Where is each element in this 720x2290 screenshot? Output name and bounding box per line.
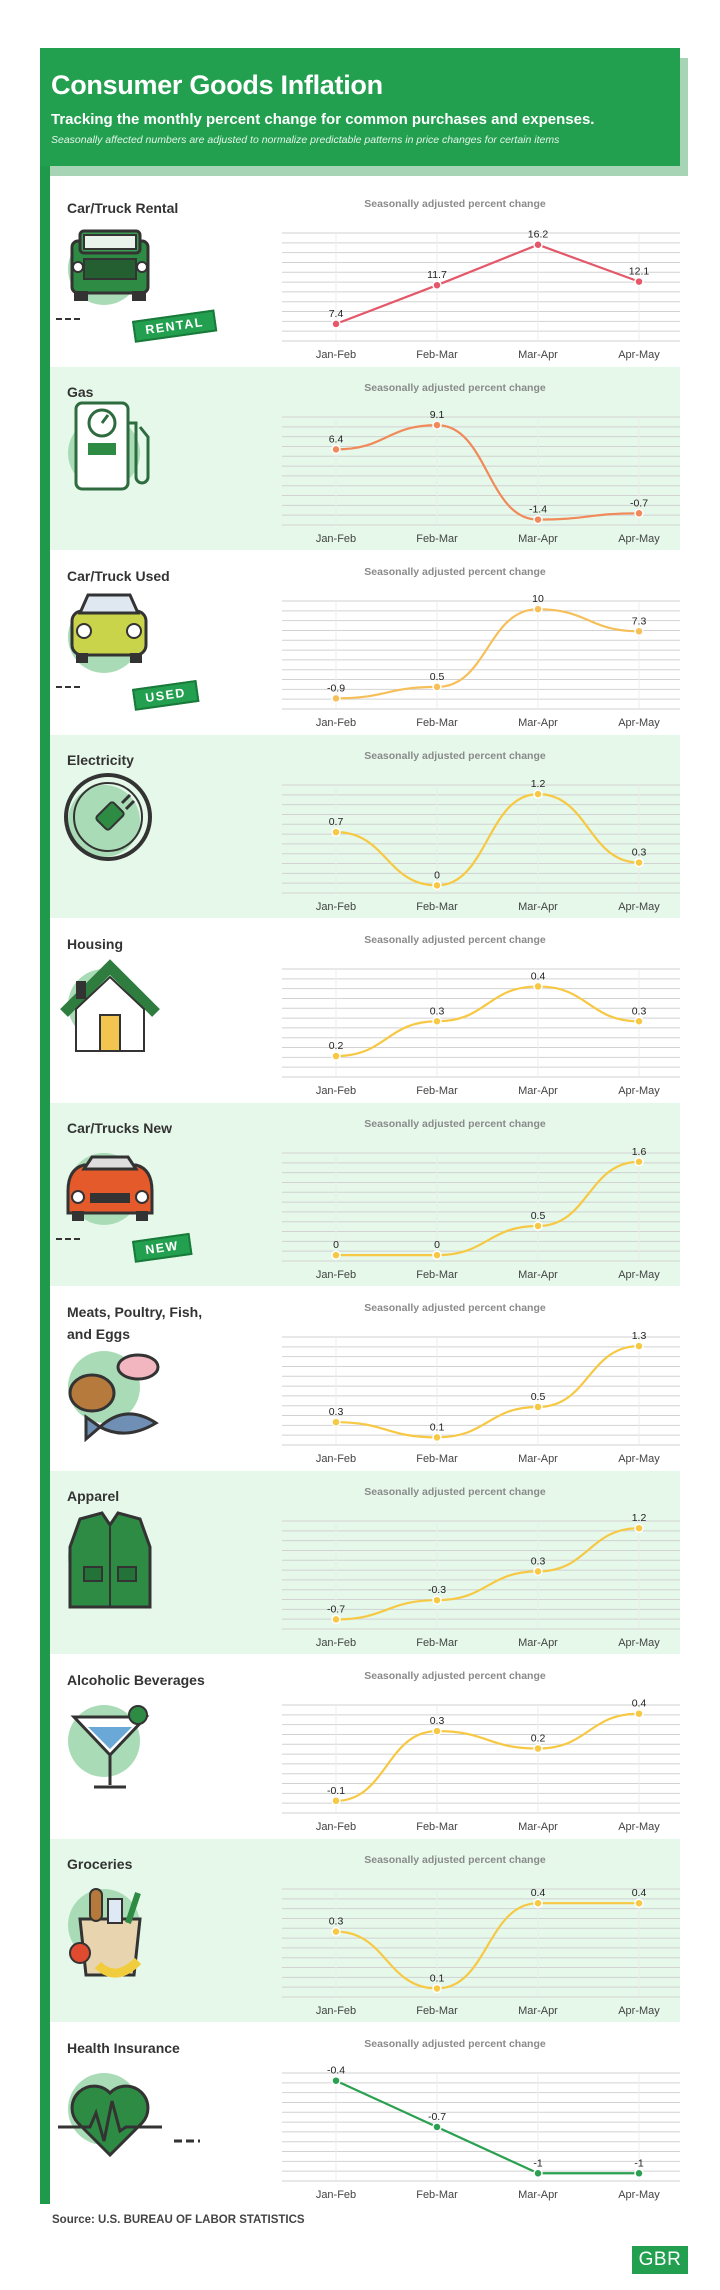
series-line xyxy=(336,1346,639,1437)
data-point xyxy=(534,241,542,249)
data-point xyxy=(433,1984,441,1992)
x-tick-label: Jan-Feb xyxy=(315,533,357,545)
data-point xyxy=(635,1017,643,1025)
data-point xyxy=(635,859,643,867)
x-tick-label: Apr-May xyxy=(618,2005,660,2017)
data-point xyxy=(332,694,340,702)
x-tick-label: Feb-Mar xyxy=(416,349,458,361)
data-label: -0.9 xyxy=(326,682,346,695)
series-line xyxy=(336,1903,639,1988)
shirt-icon xyxy=(50,1471,240,1654)
x-tick-label: Apr-May xyxy=(618,1453,660,1465)
section-title: Alcoholic Beverages xyxy=(67,1672,205,1688)
y-axis-label: Seasonally adjusted percent change xyxy=(364,382,546,394)
x-tick-label: Jan-Feb xyxy=(315,1821,357,1833)
data-label: 0.7 xyxy=(328,816,344,829)
data-label: -0.7 xyxy=(326,1603,346,1616)
data-point xyxy=(332,445,340,453)
data-label: 0.3 xyxy=(631,846,647,859)
data-point xyxy=(534,1567,542,1575)
data-label: 1.2 xyxy=(631,1512,647,1525)
section-housing xyxy=(50,919,680,1102)
x-tick-label: Mar-Apr xyxy=(518,1453,558,1465)
section-health-insurance xyxy=(50,2023,680,2206)
data-point xyxy=(635,278,643,286)
section-title: Gas xyxy=(67,384,94,400)
data-point xyxy=(534,1403,542,1411)
y-axis-label: Seasonally adjusted percent change xyxy=(364,1118,546,1130)
data-point xyxy=(534,2169,542,2177)
y-axis-label: Seasonally adjusted percent change xyxy=(364,566,546,578)
data-label: -0.1 xyxy=(326,1784,346,1797)
y-axis-label: Seasonally adjusted percent change xyxy=(364,1854,546,1866)
x-tick-label: Jan-Feb xyxy=(315,349,357,361)
data-point xyxy=(433,1251,441,1259)
data-point xyxy=(433,1433,441,1441)
x-tick-label: Mar-Apr xyxy=(518,901,558,913)
chart-electricity xyxy=(230,735,680,918)
x-tick-label: Mar-Apr xyxy=(518,1821,558,1833)
x-tick-label: Apr-May xyxy=(618,901,660,913)
data-label: 7.3 xyxy=(631,615,647,628)
data-label: 0.3 xyxy=(429,1715,445,1728)
data-point xyxy=(332,1797,340,1805)
data-label: -0.7 xyxy=(629,497,649,510)
section-alcoholic-beverages xyxy=(50,1655,680,1838)
x-tick-label: Feb-Mar xyxy=(416,533,458,545)
x-tick-label: Apr-May xyxy=(618,533,660,545)
data-point xyxy=(635,627,643,635)
badge-rental: RENTAL xyxy=(132,309,217,342)
data-point xyxy=(635,1524,643,1532)
x-tick-label: Mar-Apr xyxy=(518,717,558,729)
page-subtitle: Tracking the monthly percent change for common purchases and expenses. xyxy=(51,111,595,128)
section-title: Apparel xyxy=(67,1488,120,1504)
badge-used: USED xyxy=(132,680,199,711)
x-tick-label: Jan-Feb xyxy=(315,2189,357,2201)
chart-health-insurance xyxy=(230,2023,680,2206)
data-label: 0.1 xyxy=(429,1972,445,1985)
x-tick-label: Apr-May xyxy=(618,1637,660,1649)
data-point xyxy=(635,509,643,517)
data-point xyxy=(332,2077,340,2085)
data-label: 16.2 xyxy=(527,228,549,241)
data-point xyxy=(635,1710,643,1718)
section-meats-poultry-fish-and-eggs xyxy=(50,1287,680,1470)
section-title: Housing xyxy=(67,936,123,952)
y-axis-label: Seasonally adjusted percent change xyxy=(364,934,546,946)
grid xyxy=(282,2073,680,2181)
y-axis-label: Seasonally adjusted percent change xyxy=(364,1302,546,1314)
x-tick-label: Jan-Feb xyxy=(315,1453,357,1465)
data-label: -0.3 xyxy=(427,1584,447,1597)
data-label: 0.5 xyxy=(530,1390,546,1403)
data-point xyxy=(433,421,441,429)
data-point xyxy=(332,1418,340,1426)
series-line xyxy=(336,2081,639,2174)
section-gas xyxy=(50,367,680,550)
y-axis-label: Seasonally adjusted percent change xyxy=(364,198,546,210)
data-label: 11.7 xyxy=(427,269,447,282)
x-tick-label: Feb-Mar xyxy=(416,1269,458,1281)
chart-car-trucks-new xyxy=(230,1103,680,1286)
data-point xyxy=(635,1158,643,1166)
series-line xyxy=(336,1528,639,1619)
data-point xyxy=(635,1899,643,1907)
data-label: 0.4 xyxy=(530,1887,546,1900)
meat-fish-icon xyxy=(50,1287,240,1470)
x-tick-label: Apr-May xyxy=(618,1269,660,1281)
section-title: Meats, Poultry, Fish, and Eggs xyxy=(67,1304,203,1342)
data-label: 1.2 xyxy=(530,778,546,791)
data-point xyxy=(534,790,542,798)
badge-new: NEW xyxy=(132,1233,192,1263)
section-car-trucks-new xyxy=(50,1103,680,1286)
grocery-bag-icon xyxy=(50,1839,240,2022)
data-label: 0.3 xyxy=(328,1915,344,1928)
data-label: -1 xyxy=(533,2157,543,2170)
y-axis-label: Seasonally adjusted percent change xyxy=(364,1486,546,1498)
data-label: 0.1 xyxy=(429,1421,445,1434)
data-label: 0.4 xyxy=(631,1887,647,1900)
section-apparel xyxy=(50,1471,680,1654)
data-label: 0.2 xyxy=(530,1732,546,1745)
data-point xyxy=(332,1052,340,1060)
header xyxy=(40,48,680,166)
data-point xyxy=(433,1596,441,1604)
page-title: Consumer Goods Inflation xyxy=(51,70,383,100)
chart-apparel xyxy=(230,1471,680,1654)
page-note: Seasonally affected numbers are adjusted to normalize predictable patterns in price changes for certain items xyxy=(51,134,560,146)
data-point xyxy=(433,2123,441,2131)
x-tick-label: Jan-Feb xyxy=(315,717,357,729)
data-label: 1.3 xyxy=(631,1330,647,1343)
data-label: 0.3 xyxy=(328,1406,344,1419)
x-tick-label: Mar-Apr xyxy=(518,1085,558,1097)
data-label: 9.1 xyxy=(429,409,445,422)
section-title: Car/Trucks New xyxy=(67,1120,173,1136)
data-point xyxy=(534,605,542,613)
house-icon xyxy=(50,919,240,1102)
chart-meats-poultry-fish-and-eggs xyxy=(230,1287,680,1470)
section-title: Electricity xyxy=(67,752,134,768)
section-groceries xyxy=(50,1839,680,2022)
chart-car-truck-rental xyxy=(230,183,680,366)
x-tick-label: Apr-May xyxy=(618,1821,660,1833)
gas-pump-icon xyxy=(50,367,240,550)
chart-gas xyxy=(230,367,680,550)
x-tick-label: Feb-Mar xyxy=(416,1453,458,1465)
data-point xyxy=(635,2169,643,2177)
data-point xyxy=(433,281,441,289)
data-point xyxy=(433,1017,441,1025)
x-tick-label: Feb-Mar xyxy=(416,2189,458,2201)
data-point xyxy=(534,1222,542,1230)
data-label: 0 xyxy=(333,1239,339,1252)
data-label: 12.1 xyxy=(628,265,650,278)
grid xyxy=(282,1889,680,1997)
section-title: Health Insurance xyxy=(67,2040,180,2056)
chart-car-truck-used xyxy=(230,551,680,734)
data-label: 7.4 xyxy=(328,307,344,320)
series-line xyxy=(336,986,639,1056)
data-label: 0.4 xyxy=(631,1697,647,1710)
data-point xyxy=(433,683,441,691)
x-tick-label: Feb-Mar xyxy=(416,2005,458,2017)
data-point xyxy=(332,828,340,836)
section-car-truck-rental xyxy=(50,183,680,366)
data-label: -1.4 xyxy=(528,503,548,516)
grid xyxy=(282,1337,680,1445)
source-note: Source: U.S. BUREAU OF LABOR STATISTICS xyxy=(52,2214,305,2226)
x-tick-label: Jan-Feb xyxy=(315,1269,357,1281)
y-axis-label: Seasonally adjusted percent change xyxy=(364,2038,546,2050)
x-tick-label: Mar-Apr xyxy=(518,2005,558,2017)
grid xyxy=(282,969,680,1077)
x-tick-label: Apr-May xyxy=(618,349,660,361)
data-point xyxy=(332,1251,340,1259)
cocktail-glass-icon xyxy=(50,1655,240,1838)
grid xyxy=(282,785,680,893)
section-title: Car/Truck Used xyxy=(67,568,170,584)
chart-housing xyxy=(230,919,680,1102)
x-tick-label: Feb-Mar xyxy=(416,1821,458,1833)
data-label: 6.4 xyxy=(328,433,344,446)
grid xyxy=(282,233,680,341)
series-line xyxy=(336,1714,639,1801)
x-tick-label: Feb-Mar xyxy=(416,717,458,729)
series-line xyxy=(336,794,639,885)
series-line xyxy=(336,609,639,698)
y-axis-label: Seasonally adjusted percent change xyxy=(364,750,546,762)
x-tick-label: Feb-Mar xyxy=(416,901,458,913)
section-car-truck-used xyxy=(50,551,680,734)
x-tick-label: Apr-May xyxy=(618,717,660,729)
data-label: 0.3 xyxy=(631,1005,647,1018)
data-point xyxy=(332,1928,340,1936)
data-point xyxy=(433,1727,441,1735)
x-tick-label: Jan-Feb xyxy=(315,1637,357,1649)
x-tick-label: Apr-May xyxy=(618,1085,660,1097)
x-tick-label: Mar-Apr xyxy=(518,349,558,361)
x-tick-label: Mar-Apr xyxy=(518,533,558,545)
data-label: -0.7 xyxy=(427,2111,447,2123)
data-label: -0.4 xyxy=(326,2064,346,2077)
x-tick-label: Mar-Apr xyxy=(518,1637,558,1649)
brand-logo: GBR xyxy=(632,2246,688,2274)
section-title: Groceries xyxy=(67,1856,133,1872)
data-label: 0.2 xyxy=(328,1040,344,1053)
data-point xyxy=(332,320,340,328)
data-label: 10 xyxy=(532,593,544,606)
data-point xyxy=(433,881,441,889)
x-tick-label: Mar-Apr xyxy=(518,1269,558,1281)
data-label: 0.5 xyxy=(429,670,445,683)
data-label: 0.5 xyxy=(530,1209,546,1222)
data-label: 0.3 xyxy=(530,1555,546,1568)
x-tick-label: Jan-Feb xyxy=(315,1085,357,1097)
chart-alcoholic-beverages xyxy=(230,1655,680,1838)
data-label: 1.6 xyxy=(631,1145,647,1158)
x-tick-label: Mar-Apr xyxy=(518,2189,558,2201)
x-tick-label: Jan-Feb xyxy=(315,901,357,913)
data-label: 0 xyxy=(434,869,440,882)
section-electricity xyxy=(50,735,680,918)
chart-groceries xyxy=(230,1839,680,2022)
data-label: 0.3 xyxy=(429,1005,445,1018)
x-tick-label: Feb-Mar xyxy=(416,1637,458,1649)
data-point xyxy=(534,1745,542,1753)
data-point xyxy=(332,1615,340,1623)
section-title: Car/Truck Rental xyxy=(67,200,179,216)
x-tick-label: Feb-Mar xyxy=(416,1085,458,1097)
y-axis-label: Seasonally adjusted percent change xyxy=(364,1670,546,1682)
data-label: -1 xyxy=(634,2157,644,2170)
data-point xyxy=(635,1342,643,1350)
data-label: 0.4 xyxy=(530,970,546,983)
data-label: 0 xyxy=(434,1239,440,1252)
data-point xyxy=(534,1899,542,1907)
data-point xyxy=(534,982,542,990)
electric-plug-icon xyxy=(50,735,240,918)
x-tick-label: Apr-May xyxy=(618,2189,660,2201)
x-tick-label: Jan-Feb xyxy=(315,2005,357,2017)
data-point xyxy=(534,516,542,524)
heartbeat-icon xyxy=(50,2023,240,2206)
